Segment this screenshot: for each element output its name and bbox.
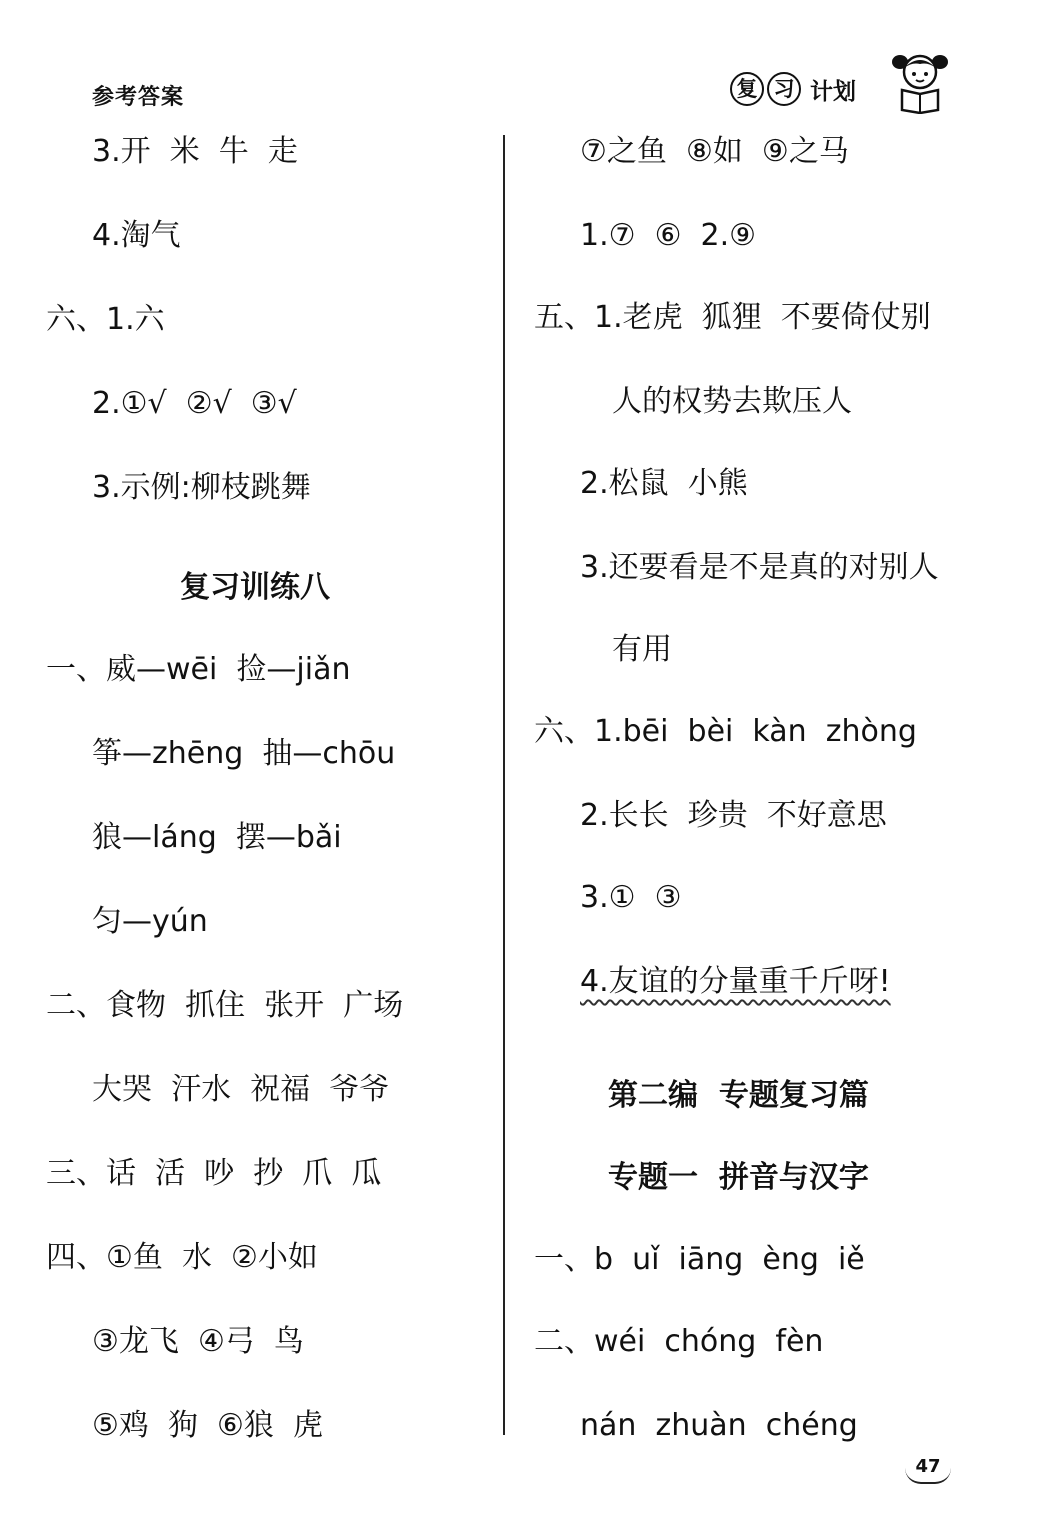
answer-line: [580, 134, 849, 170]
answer-text: 3.还要看是不是真的对别人: [580, 550, 939, 585]
header-left-title: 参考答案: [92, 85, 185, 110]
answer-line: [534, 300, 931, 336]
answer-text: 四、①鱼 水 ②小如: [46, 1240, 318, 1275]
answer-line: [534, 714, 917, 750]
answer-text: 六、1.bēi bèi kàn zhòng: [534, 714, 917, 749]
answer-text: 一、b uǐ iāng èng iě: [534, 1242, 865, 1277]
brand-plan-text: 计划: [810, 78, 856, 105]
answer-text: 狼—láng 摆—bǎi: [92, 820, 342, 855]
answer-text: 4.友谊的分量重千斤呀!: [580, 964, 891, 999]
answer-line: [46, 302, 165, 338]
answer-text: 1.⑦ ⑥ 2.⑨: [580, 218, 757, 253]
column-divider: [503, 135, 505, 1435]
answer-line: [46, 1240, 318, 1276]
answer-line: [92, 134, 298, 170]
answer-line: [92, 1324, 304, 1360]
answer-text: 二、食物 抓住 张开 广场: [46, 988, 404, 1023]
answer-line: [580, 880, 681, 916]
answer-text: 复习训练八: [180, 570, 330, 605]
answer-text: 筝—zhēng 抽—chōu: [92, 736, 396, 771]
answer-text: 三、话 活 吵 抄 爪 瓜: [46, 1156, 382, 1191]
answer-text: 匀—yún: [92, 904, 208, 939]
answer-text: ⑦之鱼 ⑧如 ⑨之马: [580, 134, 849, 169]
answer-line: [46, 988, 403, 1024]
answer-text: nán zhuàn chéng: [580, 1408, 858, 1443]
answer-text: 六、1.六: [46, 302, 165, 337]
answer-text: 大哭 汗水 祝福 爷爷: [92, 1072, 390, 1107]
answer-text: ⑤鸡 狗 ⑥狼 虎: [92, 1408, 324, 1443]
answer-line: [92, 218, 181, 254]
answer-text: 4.淘气: [92, 218, 181, 253]
brand-circle-char-2: 习: [767, 72, 801, 106]
section-title: [180, 570, 330, 606]
answer-text: 3.开 米 牛 走: [92, 134, 298, 169]
answer-text: 二、wéi chóng fèn: [534, 1324, 824, 1359]
answer-line: [534, 1324, 823, 1360]
answer-text: 专题一 拼音与汉字: [608, 1160, 869, 1195]
answer-text: 2.长长 珍贵 不好意思: [580, 798, 887, 833]
answer-line: [580, 550, 939, 586]
answer-line: [580, 964, 891, 1000]
answer-line: [580, 466, 748, 502]
section-title: [608, 1078, 869, 1114]
page-number: 47: [905, 1452, 951, 1484]
answer-line: [92, 1408, 323, 1444]
answer-line: [580, 218, 756, 254]
header-brand: [730, 72, 856, 106]
answer-text: 五、1.老虎 狐狸 不要倚仗别: [534, 300, 931, 335]
answer-text: 3.① ③: [580, 880, 682, 915]
answer-text: 一、威—wēi 捡—jiǎn: [46, 652, 351, 687]
answer-line: [92, 386, 297, 422]
answer-text: ③龙飞 ④弓 鸟: [92, 1324, 304, 1359]
answer-text: 2.①√ ②√ ③√: [92, 386, 297, 421]
answer-line: [612, 632, 672, 668]
answer-line: [534, 1242, 865, 1278]
answer-text: 2.松鼠 小熊: [580, 466, 748, 501]
answer-text: 3.示例:柳枝跳舞: [92, 470, 311, 505]
answer-text: 第二编 专题复习篇: [608, 1078, 869, 1113]
mascot-reading-girl-icon: [890, 50, 950, 114]
answer-text: 人的权势去欺压人: [612, 384, 852, 419]
section-title: [608, 1160, 869, 1196]
answer-line: [46, 1156, 381, 1192]
answer-line: [92, 470, 311, 506]
answer-line: [580, 798, 887, 834]
answer-line: [92, 736, 395, 772]
answer-line: [580, 1408, 858, 1444]
answer-text: 有用: [612, 632, 672, 667]
answer-line: [612, 384, 852, 420]
brand-circle-char-1: 复: [730, 72, 764, 106]
answer-line: [46, 652, 350, 688]
answer-line: [92, 1072, 389, 1108]
answer-line: [92, 820, 342, 856]
answer-line: [92, 904, 208, 940]
